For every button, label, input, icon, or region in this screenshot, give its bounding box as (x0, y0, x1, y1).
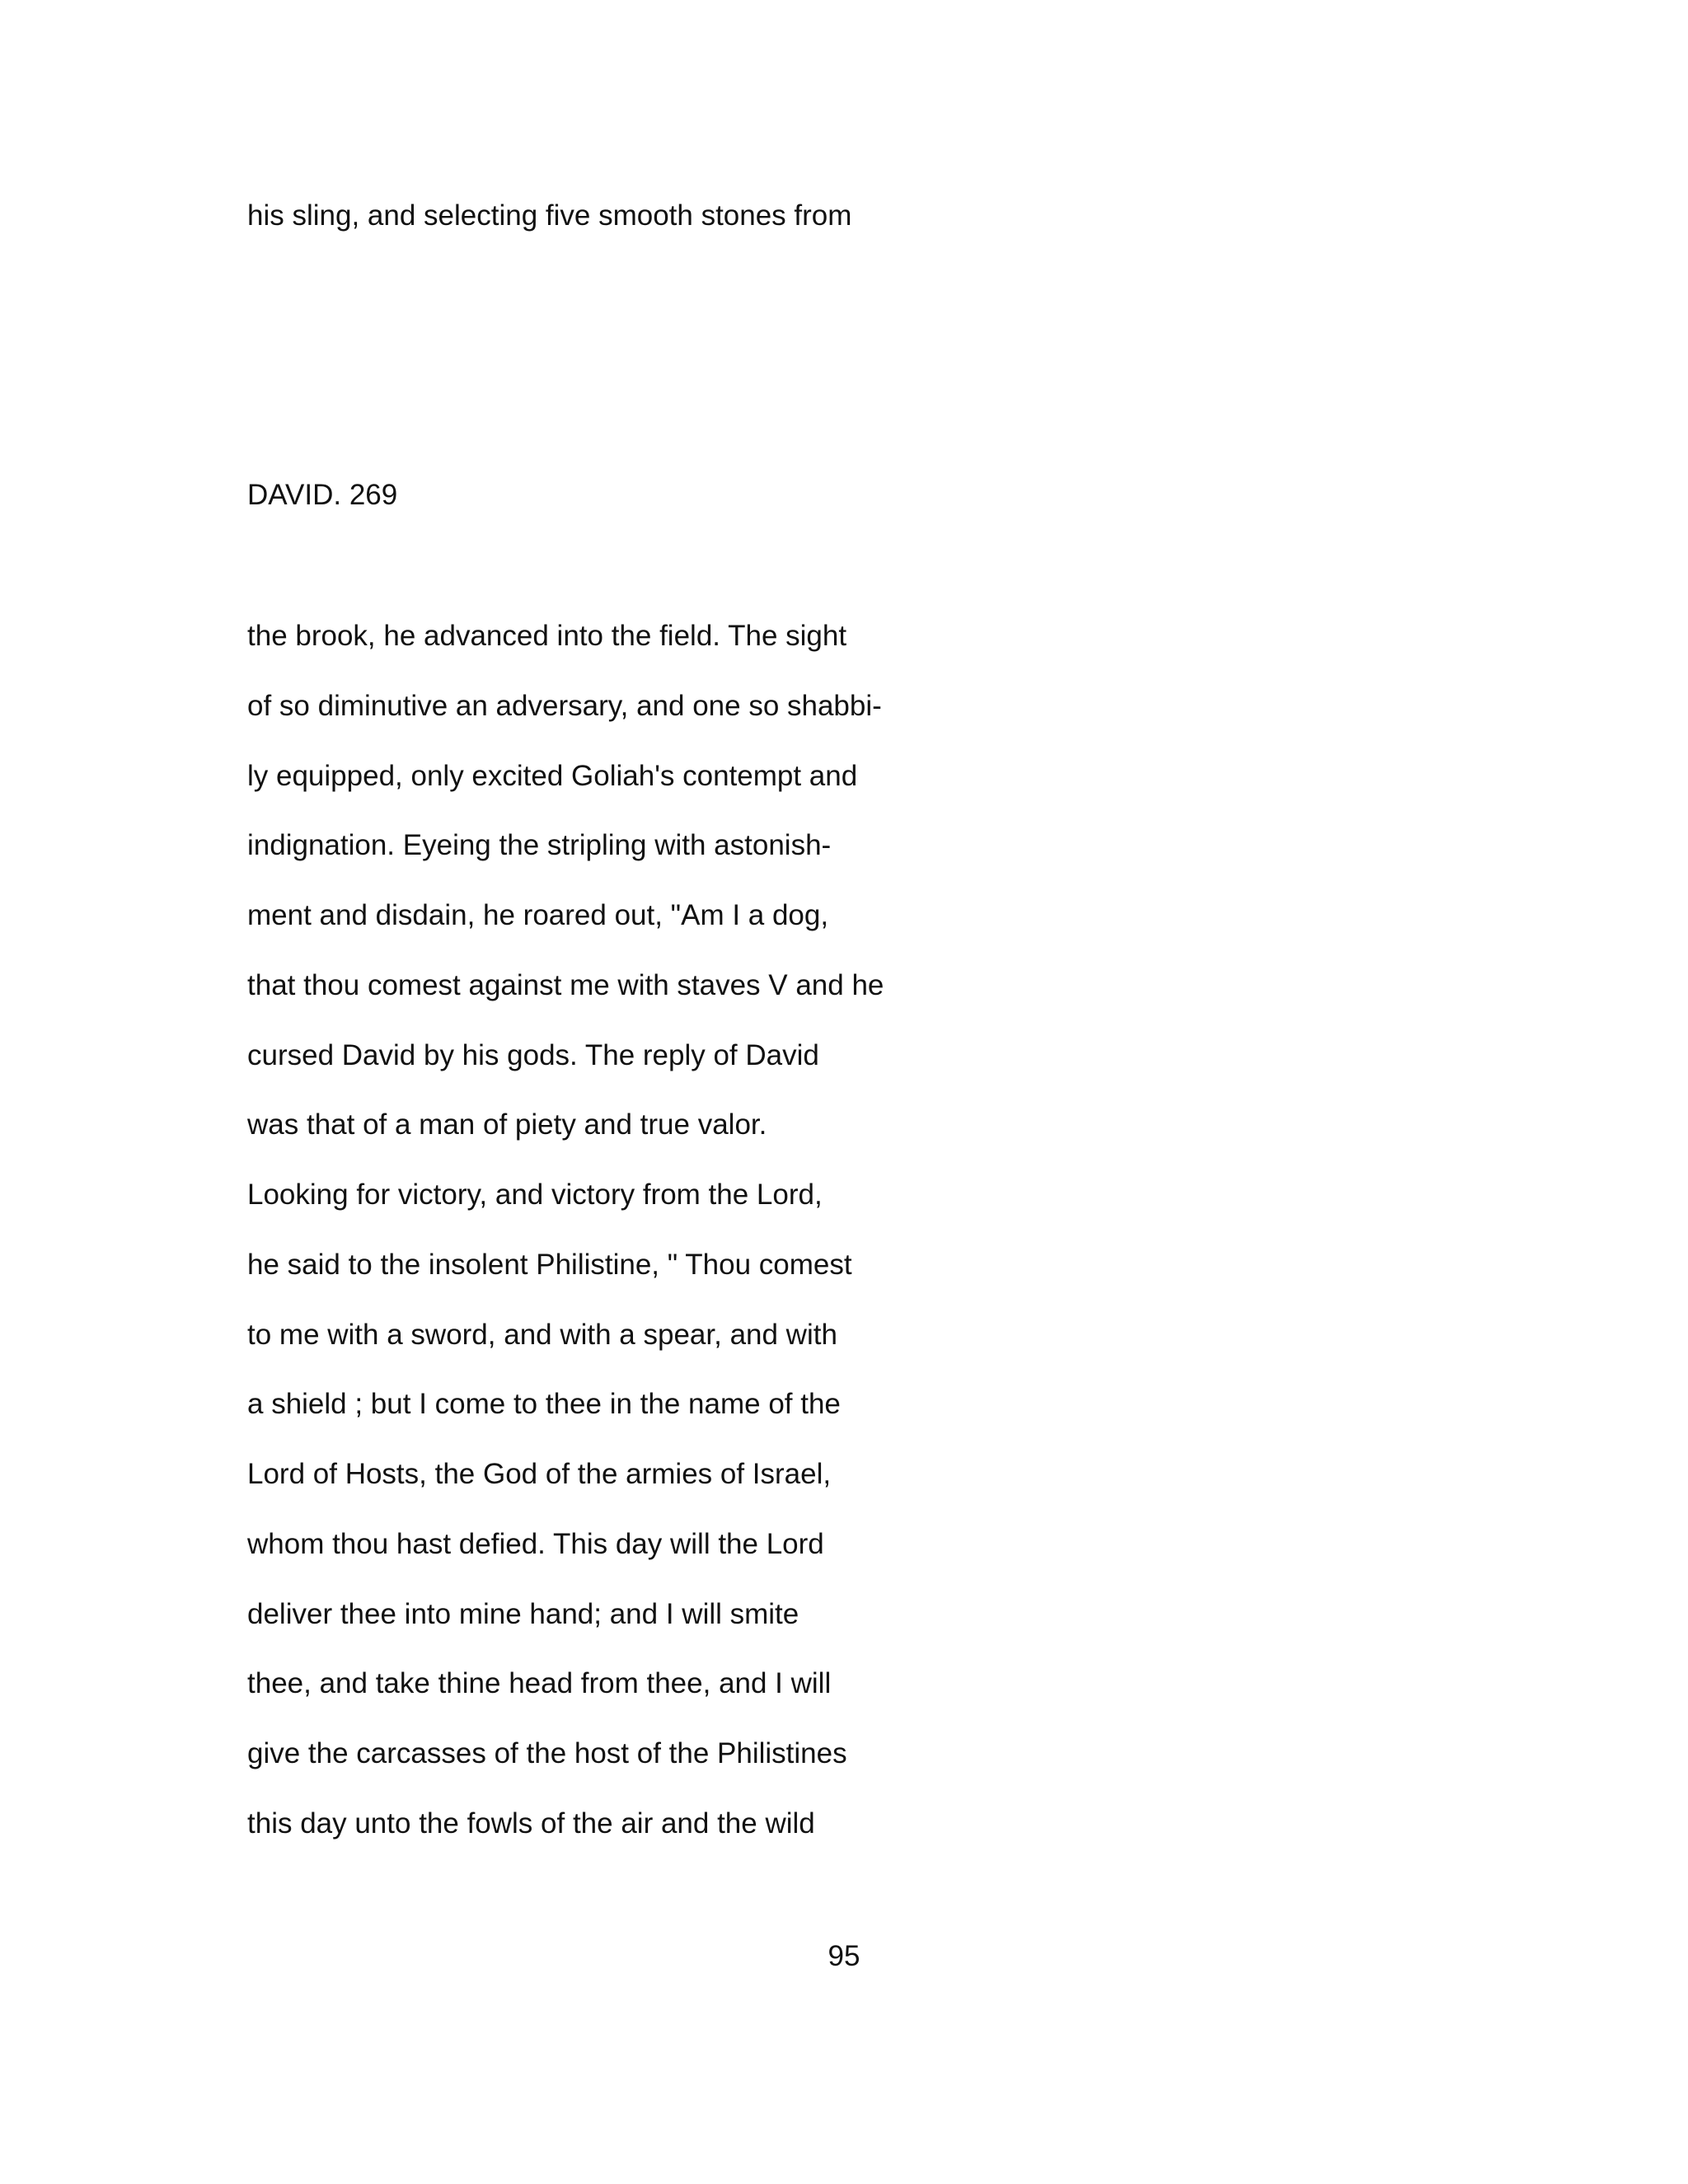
body-line: this day unto the fowls of the air and the wild (247, 1807, 815, 1840)
body-line: thee, and take thine head from thee, and I will (247, 1667, 832, 1699)
body-line: the brook, he advanced into the field. The sight (247, 620, 847, 652)
body-line: a shield ; but I come to thee in the name of the (247, 1388, 841, 1420)
top-text-line: his sling, and selecting five smooth stones from (247, 199, 852, 232)
body-line: that thou comest against me with staves V and he (247, 969, 884, 1001)
running-header: DAVID. 269 (247, 479, 398, 511)
body-line: was that of a man of piety and true valor. (247, 1108, 767, 1141)
body-line: ly equipped, only excited Goliah's contempt and (247, 760, 858, 792)
page-number: 95 (828, 1940, 860, 1972)
body-line: cursed David by his gods. The reply of David (247, 1039, 819, 1071)
body-line: deliver thee into mine hand; and I will smite (247, 1598, 799, 1630)
body-line: Looking for victory, and victory from the Lord, (247, 1179, 823, 1211)
body-line: give the carcasses of the host of the Philistines (247, 1737, 847, 1769)
body-line: he said to the insolent Philistine, " Thou comest (247, 1249, 852, 1281)
body-line: ment and disdain, he roared out, "Am I a dog, (247, 899, 829, 931)
body-line: whom thou hast defied. This day will the Lord (247, 1528, 824, 1560)
body-line: of so diminutive an adversary, and one so shabbi- (247, 690, 882, 722)
body-line: to me with a sword, and with a spear, and with (247, 1319, 837, 1351)
body-line: indignation. Eyeing the stripling with astonish- (247, 829, 832, 861)
body-line: Lord of Hosts, the God of the armies of Israel, (247, 1458, 832, 1490)
